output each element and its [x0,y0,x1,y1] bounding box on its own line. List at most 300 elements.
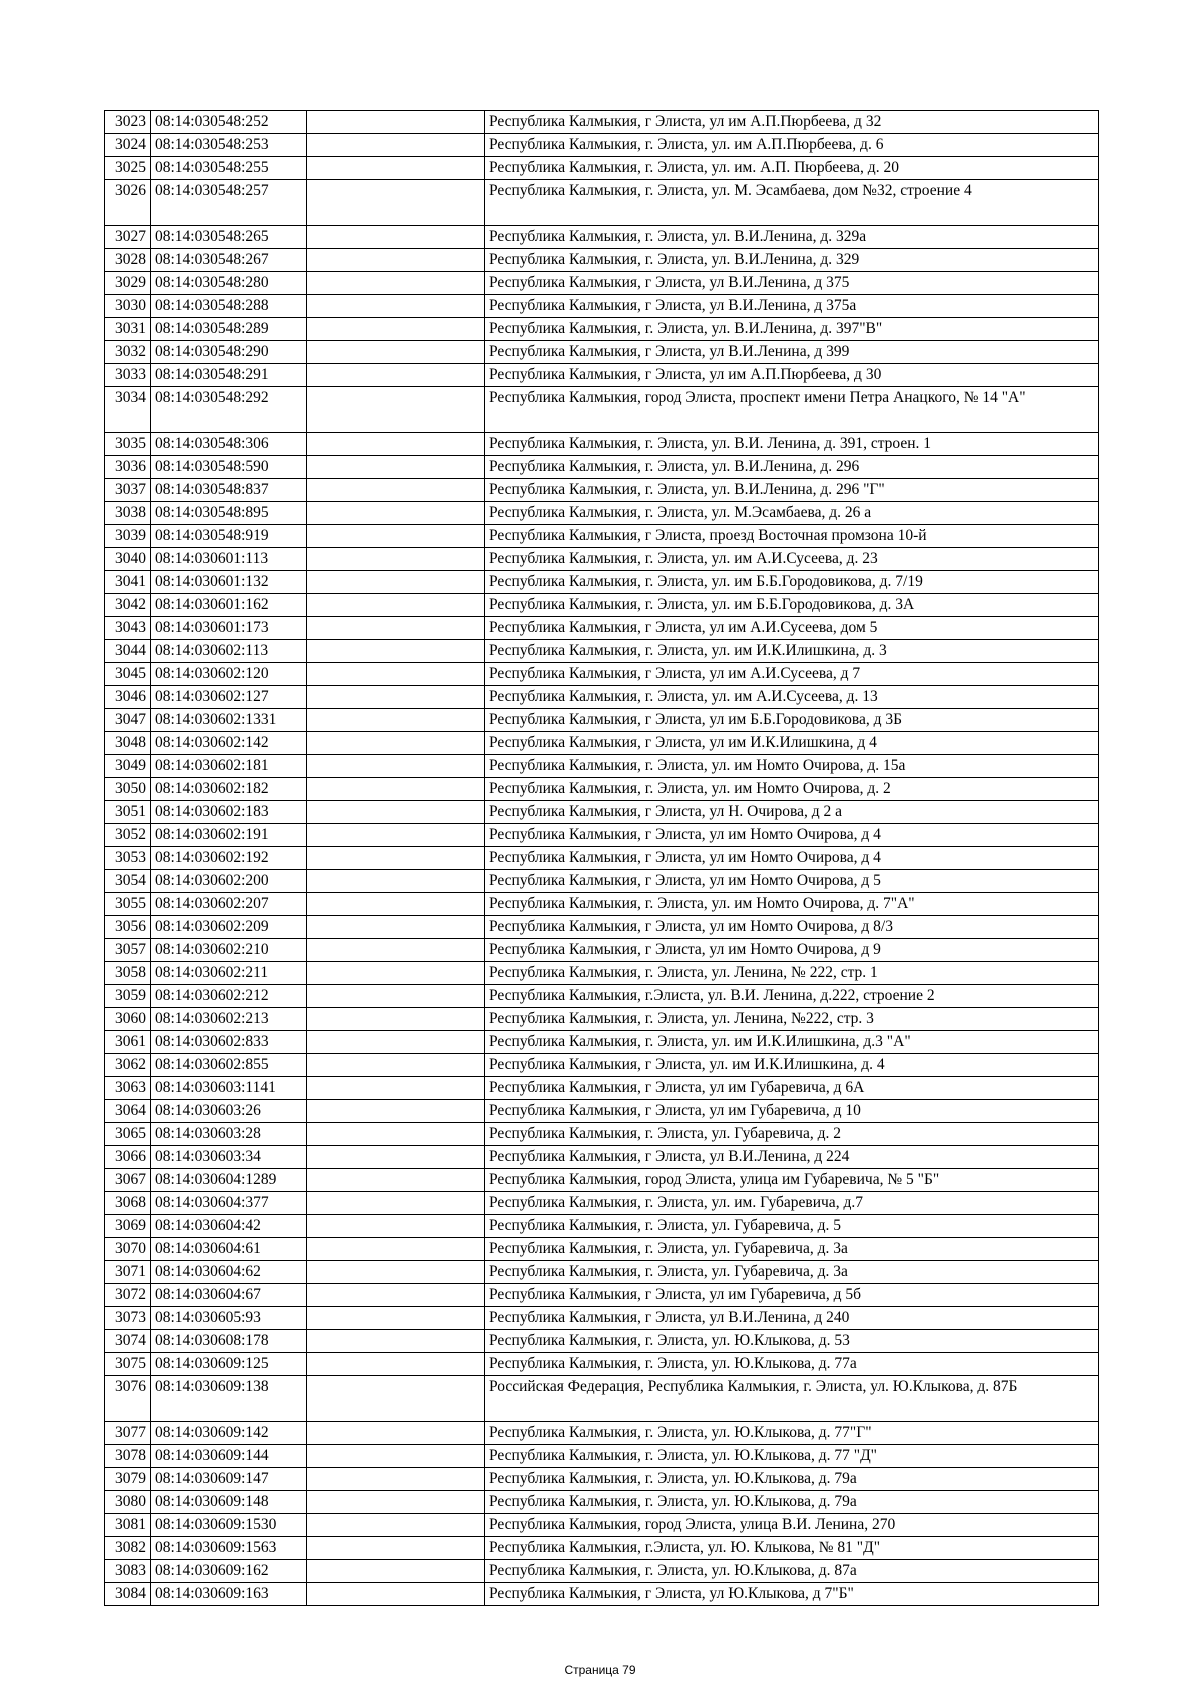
cadastral-number-cell: 08:14:030548:280 [151,272,307,295]
table-row [105,1100,1099,1123]
address-cell: Республика Калмыкия, г. Элиста, ул. Ю.Клыкова, д. 87а [485,1560,1099,1583]
empty-cell [307,1123,485,1146]
cadastral-number-cell: 08:14:030604:377 [151,1192,307,1215]
empty-cell [307,962,485,985]
row-number-cell: 3044 [105,640,151,663]
address-cell: Республика Калмыкия, г. Элиста, ул. Губаревича, д. 5 [485,1215,1099,1238]
address-cell: Республика Калмыкия, г. Элиста, ул. М. Эсамбаева, дом №32, строение 4 [485,180,1099,226]
table-row [105,1008,1099,1031]
row-number-cell: 3028 [105,249,151,272]
table-row [105,111,1099,134]
table-row [105,847,1099,870]
empty-cell [307,1146,485,1169]
row-number-cell: 3041 [105,571,151,594]
empty-cell [307,617,485,640]
empty-cell [307,548,485,571]
table-row [105,732,1099,755]
empty-cell [307,916,485,939]
address-cell: Республика Калмыкия, г. Элиста, ул. М.Эсамбаева, д. 26 а [485,502,1099,525]
row-number-cell: 3076 [105,1376,151,1422]
table-row [105,1077,1099,1100]
empty-cell [307,1261,485,1284]
row-number-cell: 3080 [105,1491,151,1514]
table-row [105,709,1099,732]
row-number-cell: 3082 [105,1537,151,1560]
table-row [105,1514,1099,1537]
address-cell: Республика Калмыкия, г Элиста, ул им А.П.Пюрбеева, д 30 [485,364,1099,387]
address-cell: Республика Калмыкия, г Элиста, ул В.И.Ленина, д 399 [485,341,1099,364]
table-row [105,1031,1099,1054]
row-number-cell: 3064 [105,1100,151,1123]
cadastral-number-cell: 08:14:030604:1289 [151,1169,307,1192]
table-row [105,364,1099,387]
table-row [105,1491,1099,1514]
address-cell: Республика Калмыкия, г Элиста, ул В.И.Ленина, д 375а [485,295,1099,318]
address-cell: Республика Калмыкия, город Элиста, улица В.И. Ленина, 270 [485,1514,1099,1537]
address-cell: Республика Калмыкия, г Элиста, ул В.И.Ленина, д 224 [485,1146,1099,1169]
row-number-cell: 3036 [105,456,151,479]
table-row [105,916,1099,939]
empty-cell [307,824,485,847]
table-row [105,1284,1099,1307]
cadastral-number-cell: 08:14:030602:182 [151,778,307,801]
table-row [105,824,1099,847]
empty-cell [307,1445,485,1468]
cadastral-number-cell: 08:14:030548:255 [151,157,307,180]
row-number-cell: 3056 [105,916,151,939]
empty-cell [307,985,485,1008]
address-cell: Республика Калмыкия, г. Элиста, ул. им Номто Очирова, д. 7"А" [485,893,1099,916]
empty-cell [307,180,485,226]
row-number-cell: 3066 [105,1146,151,1169]
row-number-cell: 3054 [105,870,151,893]
cadastral-number-cell: 08:14:030604:62 [151,1261,307,1284]
table-row [105,433,1099,456]
cadastral-number-cell: 08:14:030602:855 [151,1054,307,1077]
row-number-cell: 3061 [105,1031,151,1054]
cadastral-number-cell: 08:14:030602:207 [151,893,307,916]
empty-cell [307,525,485,548]
address-cell: Республика Калмыкия, г. Элиста, ул. им А.И.Сусеева, д. 13 [485,686,1099,709]
empty-cell [307,1537,485,1560]
empty-cell [307,709,485,732]
cadastral-number-cell: 08:14:030609:1530 [151,1514,307,1537]
address-cell: Республика Калмыкия, г Элиста, ул Ю.Клыкова, д 7"Б" [485,1583,1099,1606]
empty-cell [307,1468,485,1491]
table-row [105,226,1099,249]
row-number-cell: 3030 [105,295,151,318]
empty-cell [307,663,485,686]
table-row [105,1353,1099,1376]
row-number-cell: 3031 [105,318,151,341]
row-number-cell: 3055 [105,893,151,916]
cadastral-number-cell: 08:14:030601:132 [151,571,307,594]
address-cell: Республика Калмыкия, г. Элиста, ул. Ленина, № 222, стр. 1 [485,962,1099,985]
row-number-cell: 3048 [105,732,151,755]
empty-cell [307,571,485,594]
empty-cell [307,686,485,709]
table-row [105,1330,1099,1353]
empty-cell [307,1008,485,1031]
empty-cell [307,1514,485,1537]
cadastral-number-cell: 08:14:030609:138 [151,1376,307,1422]
row-number-cell: 3057 [105,939,151,962]
table-row [105,134,1099,157]
address-cell: Республика Калмыкия, г. Элиста, ул. Ю.Клыкова, д. 77"Г" [485,1422,1099,1445]
table-row [105,939,1099,962]
table-row [105,1192,1099,1215]
row-number-cell: 3042 [105,594,151,617]
cadastral-number-cell: 08:14:030603:28 [151,1123,307,1146]
empty-cell [307,778,485,801]
cadastral-number-cell: 08:14:030548:590 [151,456,307,479]
cadastral-number-cell: 08:14:030602:191 [151,824,307,847]
row-number-cell: 3032 [105,341,151,364]
empty-cell [307,1215,485,1238]
empty-cell [307,847,485,870]
empty-cell [307,939,485,962]
table-row [105,640,1099,663]
address-cell: Республика Калмыкия, г. Элиста, ул. Губаревича, д. 2 [485,1123,1099,1146]
cadastral-number-cell: 08:14:030602:142 [151,732,307,755]
address-cell: Республика Калмыкия, г. Элиста, ул. им А.П.Пюрбеева, д. 6 [485,134,1099,157]
empty-cell [307,594,485,617]
cadastral-number-cell: 08:14:030548:289 [151,318,307,341]
table-body [105,111,1099,1606]
empty-cell [307,1330,485,1353]
address-cell: Республика Калмыкия, г Элиста, ул им Номто Очирова, д 4 [485,824,1099,847]
empty-cell [307,502,485,525]
address-cell: Республика Калмыкия, г. Элиста, ул. им Б.Б.Городовикова, д. 7/19 [485,571,1099,594]
address-cell: Республика Калмыкия, г. Элиста, ул. им. Губаревича, д.7 [485,1192,1099,1215]
cadastral-number-cell: 08:14:030548:265 [151,226,307,249]
empty-cell [307,318,485,341]
empty-cell [307,1583,485,1606]
cadastral-number-cell: 08:14:030609:144 [151,1445,307,1468]
empty-cell [307,640,485,663]
address-cell: Республика Калмыкия, г. Элиста, ул. им А.И.Сусеева, д. 23 [485,548,1099,571]
cadastral-number-cell: 08:14:030604:67 [151,1284,307,1307]
table-row [105,663,1099,686]
row-number-cell: 3029 [105,272,151,295]
table-row [105,870,1099,893]
property-registry-table [104,110,1099,1606]
address-cell: Республика Калмыкия, г. Элиста, ул. им Номто Очирова, д. 2 [485,778,1099,801]
cadastral-number-cell: 08:14:030603:34 [151,1146,307,1169]
cadastral-number-cell: 08:14:030602:212 [151,985,307,1008]
row-number-cell: 3039 [105,525,151,548]
empty-cell [307,456,485,479]
table-row [105,1468,1099,1491]
empty-cell [307,755,485,778]
empty-cell [307,433,485,456]
empty-cell [307,1100,485,1123]
table-row [105,594,1099,617]
row-number-cell: 3023 [105,111,151,134]
row-number-cell: 3033 [105,364,151,387]
table-row [105,502,1099,525]
cadastral-number-cell: 08:14:030548:288 [151,295,307,318]
cadastral-number-cell: 08:14:030603:1141 [151,1077,307,1100]
address-cell: Республика Калмыкия, г. Элиста, ул. В.И.Ленина, д. 296 [485,456,1099,479]
address-cell: Республика Калмыкия, г. Элиста, ул. Ю.Клыкова, д. 77а [485,1353,1099,1376]
cadastral-number-cell: 08:14:030609:1563 [151,1537,307,1560]
address-cell: Республика Калмыкия, г Элиста, ул Н. Очирова, д 2 а [485,801,1099,824]
row-number-cell: 3074 [105,1330,151,1353]
empty-cell [307,1422,485,1445]
row-number-cell: 3040 [105,548,151,571]
cadastral-number-cell: 08:14:030602:209 [151,916,307,939]
table-row [105,1146,1099,1169]
row-number-cell: 3034 [105,387,151,433]
table-row [105,180,1099,226]
table-row [105,1215,1099,1238]
table-row [105,295,1099,318]
cadastral-number-cell: 08:14:030604:61 [151,1238,307,1261]
empty-cell [307,134,485,157]
cadastral-number-cell: 08:14:030602:192 [151,847,307,870]
address-cell: Республика Калмыкия, город Элиста, проспект имени Петра Анацкого, № 14 "А" [485,387,1099,433]
address-cell: Республика Калмыкия, город Элиста, улица им Губаревича, № 5 "Б" [485,1169,1099,1192]
cadastral-number-cell: 08:14:030602:181 [151,755,307,778]
table-row [105,341,1099,364]
cadastral-number-cell: 08:14:030602:1331 [151,709,307,732]
row-number-cell: 3062 [105,1054,151,1077]
row-number-cell: 3045 [105,663,151,686]
cadastral-number-cell: 08:14:030605:93 [151,1307,307,1330]
empty-cell [307,1238,485,1261]
empty-cell [307,732,485,755]
address-cell: Республика Калмыкия, г Элиста, ул им Номто Очирова, д 8/3 [485,916,1099,939]
empty-cell [307,341,485,364]
address-cell: Республика Калмыкия, г Элиста, ул им Губаревича, д 10 [485,1100,1099,1123]
cadastral-number-cell: 08:14:030548:267 [151,249,307,272]
row-number-cell: 3071 [105,1261,151,1284]
row-number-cell: 3065 [105,1123,151,1146]
cadastral-number-cell: 08:14:030602:200 [151,870,307,893]
address-cell: Республика Калмыкия, г. Элиста, ул. Ю.Клыкова, д. 79а [485,1468,1099,1491]
cadastral-number-cell: 08:14:030548:291 [151,364,307,387]
row-number-cell: 3063 [105,1077,151,1100]
table-row [105,1054,1099,1077]
cadastral-number-cell: 08:14:030601:113 [151,548,307,571]
empty-cell [307,387,485,433]
row-number-cell: 3081 [105,1514,151,1537]
row-number-cell: 3051 [105,801,151,824]
cadastral-number-cell: 08:14:030602:120 [151,663,307,686]
address-cell: Республика Калмыкия, г Элиста, ул им Б.Б.Городовикова, д 3Б [485,709,1099,732]
cadastral-number-cell: 08:14:030548:895 [151,502,307,525]
row-number-cell: 3027 [105,226,151,249]
cadastral-number-cell: 08:14:030602:211 [151,962,307,985]
address-cell: Республика Калмыкия, г. Элиста, ул. В.И.Ленина, д. 296 "Г" [485,479,1099,502]
empty-cell [307,1284,485,1307]
table-row [105,387,1099,433]
empty-cell [307,870,485,893]
address-cell: Республика Калмыкия, г. Элиста, ул. им И.К.Илишкина, д. 3 [485,640,1099,663]
address-cell: Республика Калмыкия, г. Элиста, ул. В.И.Ленина, д. 397"В" [485,318,1099,341]
address-cell: Республика Калмыкия, г Элиста, ул им Номто Очирова, д 9 [485,939,1099,962]
address-cell: Республика Калмыкия, г. Элиста, ул. им. А.П. Пюрбеева, д. 20 [485,157,1099,180]
address-cell: Республика Калмыкия, г. Элиста, ул. Ю.Клыкова, д. 53 [485,1330,1099,1353]
cadastral-number-cell: 08:14:030548:306 [151,433,307,456]
cadastral-number-cell: 08:14:030548:292 [151,387,307,433]
page-number-footer: Страница 79 [564,1663,636,1677]
table-row [105,479,1099,502]
address-cell: Республика Калмыкия, г. Элиста, ул. Губаревича, д. 3а [485,1261,1099,1284]
empty-cell [307,1491,485,1514]
empty-cell [307,479,485,502]
table-row [105,1583,1099,1606]
cadastral-number-cell: 08:14:030548:919 [151,525,307,548]
cadastral-number-cell: 08:14:030602:213 [151,1008,307,1031]
row-number-cell: 3049 [105,755,151,778]
table-row [105,801,1099,824]
address-cell: Республика Калмыкия, г. Элиста, ул. Ю.Клыкова, д. 77 "Д" [485,1445,1099,1468]
row-number-cell: 3043 [105,617,151,640]
address-cell: Российская Федерация, Республика Калмыкия, г. Элиста, ул. Ю.Клыкова, д. 87Б [485,1376,1099,1422]
empty-cell [307,1192,485,1215]
address-cell: Республика Калмыкия, г Элиста, ул В.И.Ленина, д 240 [485,1307,1099,1330]
cadastral-number-cell: 08:14:030548:257 [151,180,307,226]
row-number-cell: 3025 [105,157,151,180]
row-number-cell: 3050 [105,778,151,801]
table-row [105,272,1099,295]
table-row [105,778,1099,801]
table-row [105,1560,1099,1583]
empty-cell [307,893,485,916]
empty-cell [307,1353,485,1376]
cadastral-number-cell: 08:14:030602:183 [151,801,307,824]
cadastral-number-cell: 08:14:030602:210 [151,939,307,962]
table-row [105,456,1099,479]
address-cell: Республика Калмыкия, г. Элиста, ул. В.И.Ленина, д. 329а [485,226,1099,249]
address-cell: Республика Калмыкия, г. Элиста, ул. Губаревича, д. 3а [485,1238,1099,1261]
row-number-cell: 3077 [105,1422,151,1445]
empty-cell [307,272,485,295]
empty-cell [307,1077,485,1100]
table-row [105,1422,1099,1445]
address-cell: Республика Калмыкия, г Элиста, проезд Восточная промзона 10-й [485,525,1099,548]
row-number-cell: 3037 [105,479,151,502]
table-row [105,1261,1099,1284]
table-row [105,1238,1099,1261]
row-number-cell: 3075 [105,1353,151,1376]
address-cell: Республика Калмыкия, г Элиста, ул им Номто Очирова, д 5 [485,870,1099,893]
table-row [105,755,1099,778]
empty-cell [307,1054,485,1077]
row-number-cell: 3060 [105,1008,151,1031]
row-number-cell: 3079 [105,1468,151,1491]
row-number-cell: 3046 [105,686,151,709]
row-number-cell: 3078 [105,1445,151,1468]
address-cell: Республика Калмыкия, г. Элиста, ул. Ленина, №222, стр. 3 [485,1008,1099,1031]
table-row [105,617,1099,640]
address-cell: Республика Калмыкия, г Элиста, ул им А.И.Сусеева, д 7 [485,663,1099,686]
cadastral-number-cell: 08:14:030548:252 [151,111,307,134]
address-cell: Республика Калмыкия, г. Элиста, ул. им И.К.Илишкина, д.3 "А" [485,1031,1099,1054]
empty-cell [307,364,485,387]
empty-cell [307,1169,485,1192]
cadastral-number-cell: 08:14:030609:147 [151,1468,307,1491]
address-cell: Республика Калмыкия, г Элиста, ул им Губаревича, д 6А [485,1077,1099,1100]
cadastral-number-cell: 08:14:030609:163 [151,1583,307,1606]
row-number-cell: 3059 [105,985,151,1008]
address-cell: Республика Калмыкия, г Элиста, ул им А.П.Пюрбеева, д 32 [485,111,1099,134]
table-row [105,318,1099,341]
table-row [105,893,1099,916]
row-number-cell: 3072 [105,1284,151,1307]
row-number-cell: 3067 [105,1169,151,1192]
row-number-cell: 3070 [105,1238,151,1261]
address-cell: Республика Калмыкия, г. Элиста, ул. им Номто Очирова, д. 15а [485,755,1099,778]
table-row [105,985,1099,1008]
empty-cell [307,1560,485,1583]
row-number-cell: 3035 [105,433,151,456]
table-row [105,686,1099,709]
row-number-cell: 3024 [105,134,151,157]
address-cell: Республика Калмыкия, г Элиста, ул им И.К.Илишкина, д 4 [485,732,1099,755]
cadastral-number-cell: 08:14:030602:833 [151,1031,307,1054]
address-cell: Республика Калмыкия, г. Элиста, ул. В.И. Ленина, д. 391, строен. 1 [485,433,1099,456]
cadastral-number-cell: 08:14:030609:125 [151,1353,307,1376]
address-cell: Республика Калмыкия, г. Элиста, ул. им Б.Б.Городовикова, д. 3А [485,594,1099,617]
row-number-cell: 3038 [105,502,151,525]
address-cell: Республика Калмыкия, г Элиста, ул им Номто Очирова, д 4 [485,847,1099,870]
row-number-cell: 3083 [105,1560,151,1583]
cadastral-number-cell: 08:14:030603:26 [151,1100,307,1123]
table-row [105,157,1099,180]
row-number-cell: 3058 [105,962,151,985]
table-row [105,548,1099,571]
empty-cell [307,111,485,134]
cadastral-number-cell: 08:14:030548:290 [151,341,307,364]
table-row [105,1445,1099,1468]
row-number-cell: 3068 [105,1192,151,1215]
cadastral-number-cell: 08:14:030601:162 [151,594,307,617]
table-row [105,1537,1099,1560]
table-row [105,571,1099,594]
table-row [105,962,1099,985]
cadastral-number-cell: 08:14:030609:162 [151,1560,307,1583]
cadastral-number-cell: 08:14:030608:178 [151,1330,307,1353]
cadastral-number-cell: 08:14:030548:837 [151,479,307,502]
address-cell: Республика Калмыкия, г.Элиста, ул. Ю. Клыкова, № 81 "Д" [485,1537,1099,1560]
empty-cell [307,1031,485,1054]
address-cell: Республика Калмыкия, г Элиста, ул. им И.К.Илишкина, д. 4 [485,1054,1099,1077]
cadastral-number-cell: 08:14:030609:148 [151,1491,307,1514]
row-number-cell: 3073 [105,1307,151,1330]
table-row [105,1169,1099,1192]
address-cell: Республика Калмыкия, г.Элиста, ул. В.И. Ленина, д.222, строение 2 [485,985,1099,1008]
table-row [105,1123,1099,1146]
table-row [105,249,1099,272]
address-cell: Республика Калмыкия, г. Элиста, ул. В.И.Ленина, д. 329 [485,249,1099,272]
address-cell: Республика Калмыкия, г Элиста, ул В.И.Ленина, д 375 [485,272,1099,295]
row-number-cell: 3084 [105,1583,151,1606]
cadastral-number-cell: 08:14:030609:142 [151,1422,307,1445]
cadastral-number-cell: 08:14:030548:253 [151,134,307,157]
empty-cell [307,226,485,249]
table-row [105,525,1099,548]
row-number-cell: 3052 [105,824,151,847]
empty-cell [307,295,485,318]
row-number-cell: 3047 [105,709,151,732]
row-number-cell: 3053 [105,847,151,870]
address-cell: Республика Калмыкия, г Элиста, ул им А.И.Сусеева, дом 5 [485,617,1099,640]
address-cell: Республика Калмыкия, г Элиста, ул им Губаревича, д 5б [485,1284,1099,1307]
table-row [105,1376,1099,1422]
